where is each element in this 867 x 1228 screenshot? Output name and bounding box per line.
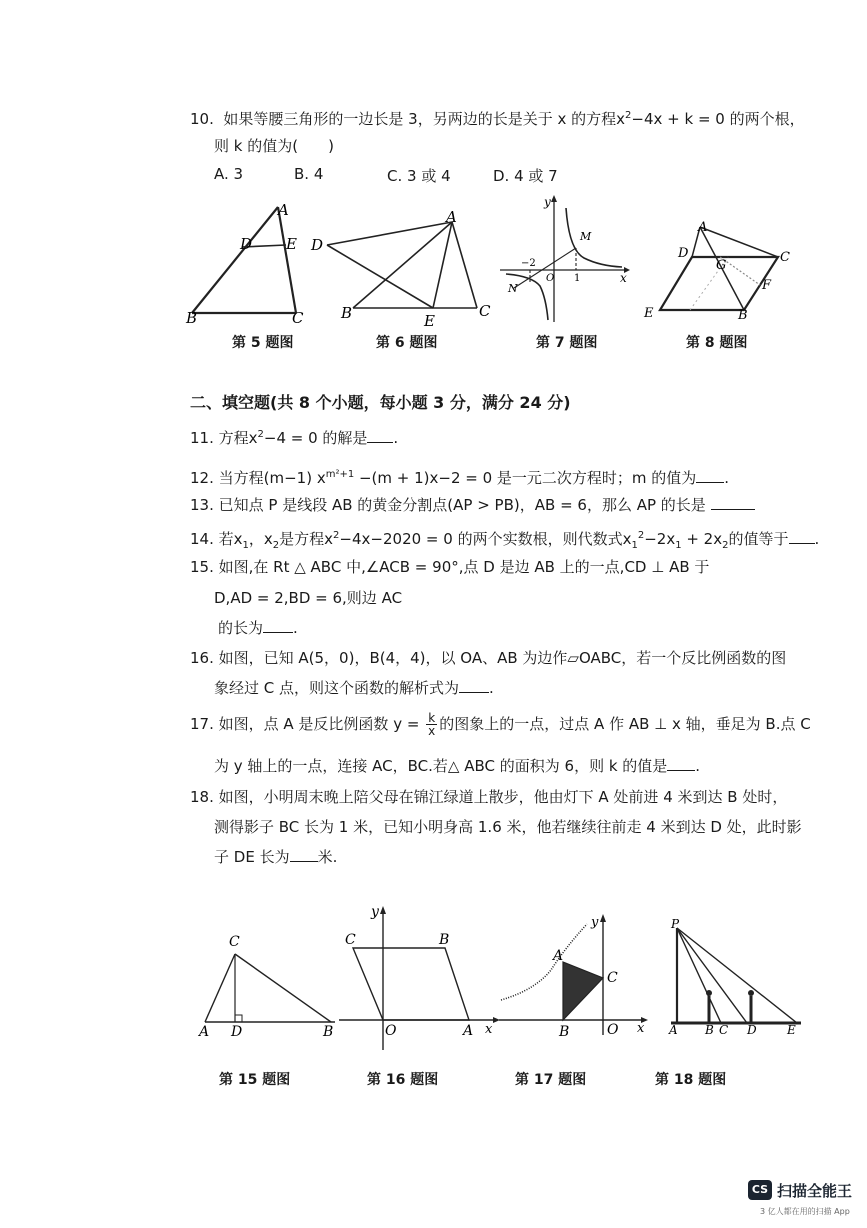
q15-line3: [218, 618, 298, 638]
fig8-label-a: A: [698, 220, 708, 235]
q11-text-a: 11. 方程x: [190, 429, 258, 447]
q15-line2: [214, 588, 402, 608]
fig8-label-c: C: [780, 250, 790, 265]
fig5-label-e: E: [286, 235, 297, 253]
q12-text-b: −(m + 1)x−2 = 0 是一元二次方程时；m 的值为: [354, 469, 697, 487]
q14-blank: [789, 543, 815, 544]
fig18-label-d: D: [747, 1023, 757, 1035]
q18-text-c: 子 DE 长为: [214, 848, 290, 866]
fig18-label-c: C: [719, 1023, 729, 1035]
caption-fig7: 第 7 题图: [536, 335, 598, 351]
q17-blank: [667, 770, 695, 771]
q11: [190, 425, 398, 448]
q13-text: 13. 已知点 P 是线段 AB 的黄金分割点(AP > PB)，AB = 6，那么 AP 的长是: [190, 496, 706, 514]
q15-text-c: 的长为: [218, 619, 264, 637]
figure-16: [335, 900, 505, 1055]
figure-18: [665, 910, 805, 1035]
q15-blank: [263, 632, 293, 633]
fig6-label-e: E: [424, 312, 435, 330]
figure-8: [640, 215, 800, 320]
q14-sup2: 2: [637, 530, 645, 541]
fig7-label-m: M: [580, 230, 592, 243]
q15-text-d: .: [293, 619, 298, 637]
q14-text-h: .: [814, 530, 820, 548]
fig16-label-a: A: [463, 1023, 474, 1039]
caption-fig18: 第 18 题图: [655, 1072, 727, 1088]
fig6-label-b: B: [341, 304, 353, 322]
q10-option-d: D. 4 或 7: [493, 167, 558, 185]
q14-text-d: −4x−2020 = 0 的两个实数根，则代数式x: [339, 530, 632, 548]
q14-text-g: 的值等于: [728, 530, 789, 548]
fig5-label-b: B: [186, 309, 198, 327]
fig6-label-c: C: [479, 302, 491, 320]
q16-line1: [190, 648, 786, 668]
q10-stem-b: −4x + k = 0 的两个根，: [631, 110, 805, 128]
q16-line2: [214, 678, 494, 698]
section2-title: 二、填空题(共 8 个小题，每小题 3 分，满分 24 分): [190, 393, 571, 412]
q10-sup: 2: [625, 110, 632, 121]
fig18-label-a: A: [669, 1023, 678, 1035]
q18-text-b: 测得影子 BC 长为 1 米，已知小明身高 1.6 米，他若继续往前走 4 米到达 D 处，此时影: [214, 818, 802, 836]
q17-frac-num: k: [426, 712, 437, 725]
q18-text-a: 18. 如图，小明周末晚上陪父母在锦江绿道上散步，他由灯下 A 处前进 4 米到达 B 处时，: [190, 788, 788, 806]
q10-option-a: A. 3: [214, 165, 244, 183]
q18-text-d: 米.: [317, 848, 338, 866]
fig5-label-c: C: [292, 309, 304, 327]
caption-fig6: 第 6 题图: [376, 335, 438, 351]
q18-blank: [290, 861, 318, 862]
q14-sup: 2: [333, 530, 340, 541]
q15-text-a: 15. 如图,在 Rt △ ABC 中,∠ACB = 90°,点 D 是边 AB 上的一点,CD ⊥ AB 于: [190, 558, 710, 576]
q12-text-c: .: [724, 469, 730, 487]
fig15-label-a: A: [199, 1024, 210, 1040]
figure-7: [496, 190, 636, 330]
q16-text-b: 象经过 C 点，则这个函数的解析式为: [214, 679, 460, 697]
fig8-label-d: D: [678, 246, 689, 261]
q17-text-d: .: [695, 757, 701, 775]
q16-blank: [459, 692, 489, 693]
fig7-label-o: O: [546, 273, 555, 284]
fig8-label-e: E: [644, 306, 654, 320]
q14-sub1: 1: [242, 540, 249, 551]
q13: [190, 495, 755, 515]
scanner-app-name: 扫描全能王: [777, 1182, 853, 1200]
fig17-label-y: y: [591, 915, 599, 930]
caption-fig8: 第 8 题图: [686, 335, 748, 351]
q15-text-b: D,AD = 2,BD = 6,则边 AC: [214, 589, 403, 607]
q10-option-c: C. 3 或 4: [387, 167, 451, 185]
fig16-label-c: C: [345, 932, 356, 948]
fig7-label-1: 1: [574, 273, 581, 284]
q14-text-c: 是方程x: [279, 530, 334, 548]
fig16-label-x: x: [485, 1022, 493, 1037]
fig6-label-a: A: [446, 208, 457, 226]
q14-text-f: + 2x: [681, 530, 723, 548]
q11-blank: [367, 442, 393, 443]
q10-line2: [214, 136, 334, 156]
fig18-label-e: E: [787, 1023, 796, 1035]
q12: [190, 465, 729, 488]
q17-line2: [214, 756, 700, 776]
fig8-label-f: F: [762, 278, 772, 293]
q11-sup: 2: [257, 429, 264, 440]
fig16-label-o: O: [385, 1023, 397, 1039]
q13-blank: [711, 509, 755, 510]
fig6-label-d: D: [311, 236, 324, 254]
q14-sub3: 1: [631, 540, 638, 551]
q12-sup: m²+1: [325, 469, 355, 480]
q18-line3: [214, 847, 337, 867]
fig16-label-y: y: [371, 904, 379, 920]
q14: [190, 526, 819, 556]
caption-fig16: 第 16 题图: [367, 1072, 439, 1088]
q14-sub2: 2: [272, 540, 280, 551]
fig16-label-b: B: [439, 932, 450, 948]
figure-5: [180, 195, 310, 330]
figure-17: [495, 910, 655, 1040]
q10-stem-c: 则 k 的值为( ): [214, 137, 334, 155]
q16-text-c: .: [489, 679, 494, 697]
q14-text-e: −2x: [644, 530, 676, 548]
q14-text-b: ，x: [248, 530, 273, 548]
fig17-label-a: A: [553, 948, 564, 964]
figure-15: [195, 930, 340, 1040]
q10-number: 10.: [190, 110, 214, 128]
q14-text-a: 14. 若x: [190, 530, 243, 548]
q15-line1: [190, 557, 709, 577]
scanner-logo-icon: CS: [748, 1180, 772, 1200]
q10-stem-a: 如果等腰三角形的一边长是 3，另两边的长是关于 x 的方程x: [223, 110, 626, 128]
fig17-label-x: x: [637, 1021, 645, 1036]
caption-fig5: 第 5 题图: [232, 335, 294, 351]
q17-line1: [190, 712, 811, 737]
q12-blank: [696, 482, 724, 483]
caption-fig15: 第 15 题图: [219, 1072, 291, 1088]
fig7-label-n: N: [508, 282, 518, 295]
fig8-label-g: G: [716, 258, 727, 273]
figure-6: [305, 200, 495, 330]
q11-text-b: −4 = 0 的解是: [263, 429, 368, 447]
fig17-label-c: C: [607, 970, 618, 986]
fig5-label-a: A: [278, 201, 289, 219]
q18-line2: [214, 817, 802, 837]
fig18-label-p: P: [671, 917, 680, 931]
fig18-label-b: B: [705, 1023, 714, 1035]
q17-text-b: 的图象上的一点，过点 A 作 AB ⊥ x 轴，垂足为 B.点 C: [439, 715, 811, 733]
q14-sub5: 2: [722, 540, 729, 551]
fig7-label-minus2: −2: [521, 258, 536, 269]
q14-sub4: 1: [675, 540, 682, 551]
q12-text-a: 12. 当方程(m−1) x: [190, 469, 326, 487]
q17-text-c: 为 y 轴上的一点，连接 AC，BC.若△ ABC 的面积为 6，则 k 的值是: [214, 757, 668, 775]
scanner-app-tagline: 3 亿人都在用的扫描 App: [760, 1207, 850, 1216]
q17-fraction: [426, 712, 437, 737]
q11-text-c: .: [393, 429, 399, 447]
fig15-label-c: C: [229, 934, 240, 950]
fig8-label-b: B: [738, 308, 748, 320]
fig7-label-x: x: [620, 271, 627, 285]
q16-text-a: 16. 如图，已知 A(5，0)，B(4，4)，以 OA、AB 为边作▱OABC，若一个反比例函数的图: [190, 649, 787, 667]
q10-option-b: B. 4: [294, 165, 324, 183]
fig5-label-d: D: [240, 235, 253, 253]
q17-text-a: 17. 如图，点 A 是反比例函数 y =: [190, 715, 425, 733]
q10-line1: [190, 106, 805, 129]
fig17-label-o: O: [607, 1022, 619, 1038]
fig17-label-b: B: [559, 1024, 570, 1040]
q17-frac-den: x: [428, 724, 436, 738]
q18-line1: [190, 787, 787, 807]
caption-fig17: 第 17 题图: [515, 1072, 587, 1088]
fig15-label-b: B: [323, 1024, 334, 1040]
fig15-label-d: D: [231, 1024, 243, 1040]
fig7-label-y: y: [544, 195, 551, 209]
